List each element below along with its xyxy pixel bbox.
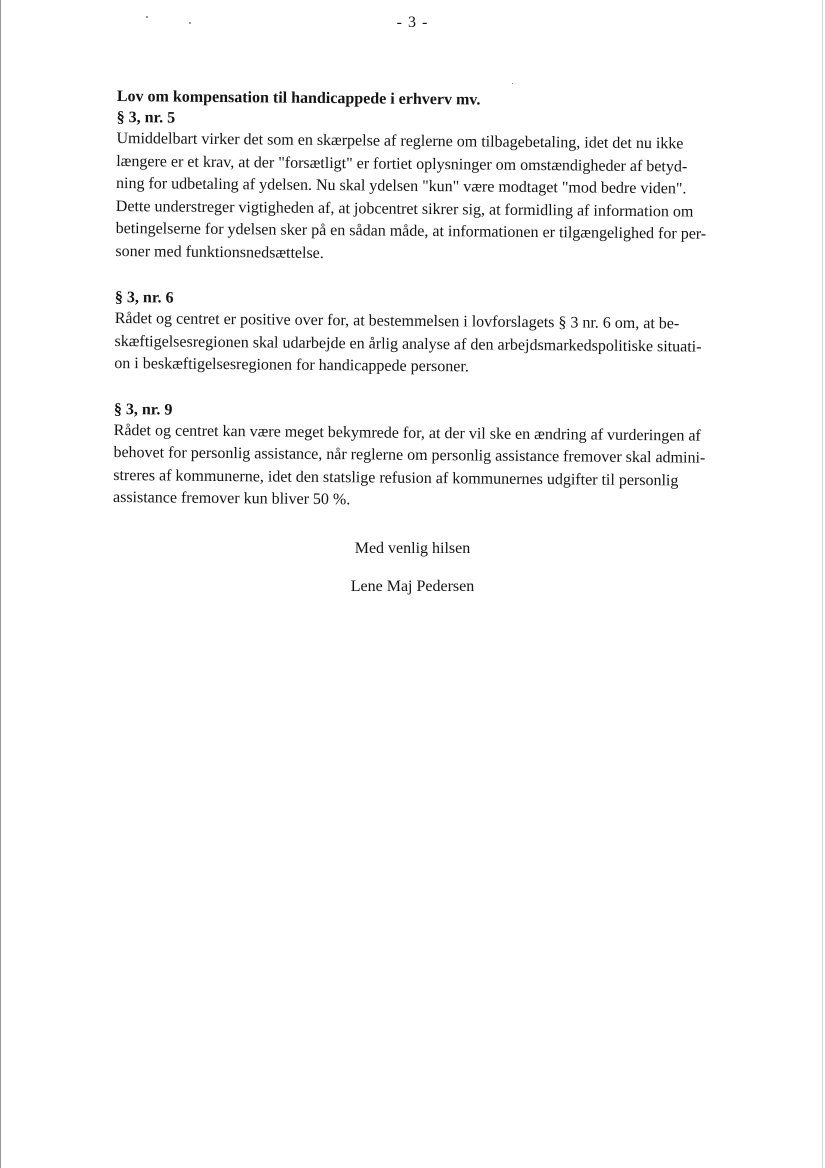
- section-heading: § 3, nr. 5: [116, 108, 176, 127]
- text-line: behovet for personlig assistance, når reglerne om personlig assistance fremover skal admini-: [113, 443, 706, 467]
- section-3-nr-6: [114, 287, 727, 381]
- text-line: streres af kommunerne, idet den statslige refusion af kommunernes udgifter til personlig: [113, 466, 679, 489]
- text-line: on i beskæftigelsesregionen for handicappede personer.: [114, 354, 469, 376]
- section-heading: § 3, nr. 6: [114, 288, 174, 307]
- closing-greeting: Med venlig hilsen: [354, 540, 471, 557]
- closing-signature: Lene Maj Pedersen: [350, 578, 475, 595]
- section-text: [113, 419, 726, 515]
- section-3-nr-5: [115, 107, 728, 269]
- text-line: Umiddelbart virker det som en skærpelse af reglerne om tilbagebetaling, idet det nu ikke: [116, 129, 684, 153]
- section-text: [114, 308, 727, 381]
- text-line: Rådet og centret kan være meget bekymrede for, at der vil ske en ændring af vurderingen af: [113, 421, 701, 445]
- section-text: [115, 128, 728, 269]
- text-line: ning for udbetaling af ydelsen. Nu skal ydelsen "kun" være modtaget "mod bedre viden".: [115, 174, 687, 198]
- text-line: assistance fremover kun bliver 50 %.: [112, 488, 351, 509]
- text-line: længere er et krav, at der "forsætligt" er fortiet oplysninger om omstændigheder af betyd-: [116, 152, 688, 175]
- text-line: soner med funktionsnedsættelse.: [115, 242, 324, 262]
- text-line: betingelserne for ydelsen sker på en sådan måde, at informationen er tilgængelighed for per-: [115, 219, 707, 243]
- section-heading: § 3, nr. 9: [113, 400, 173, 419]
- document-title: Lov om kompensation til handicappede i erhverv mv.: [116, 87, 481, 109]
- scan-speck: [512, 83, 513, 84]
- text-line: skæftigelsesregionen skal udarbejde en årlig analyse af den arbejdsmarkedspolitiske situati-: [114, 332, 702, 356]
- text-line: Dette understreger vigtigheden af, at jobcentret sikrer sig, at formidling af information om: [115, 197, 694, 221]
- document-body: [113, 86, 729, 538]
- section-3-nr-9: [113, 398, 726, 515]
- page-number: - 3 -: [396, 14, 429, 31]
- text-line: Rådet og centret er positive over for, at bestemmelsen i lovforslagets § 3 nr. 6 om, at be-: [114, 309, 680, 333]
